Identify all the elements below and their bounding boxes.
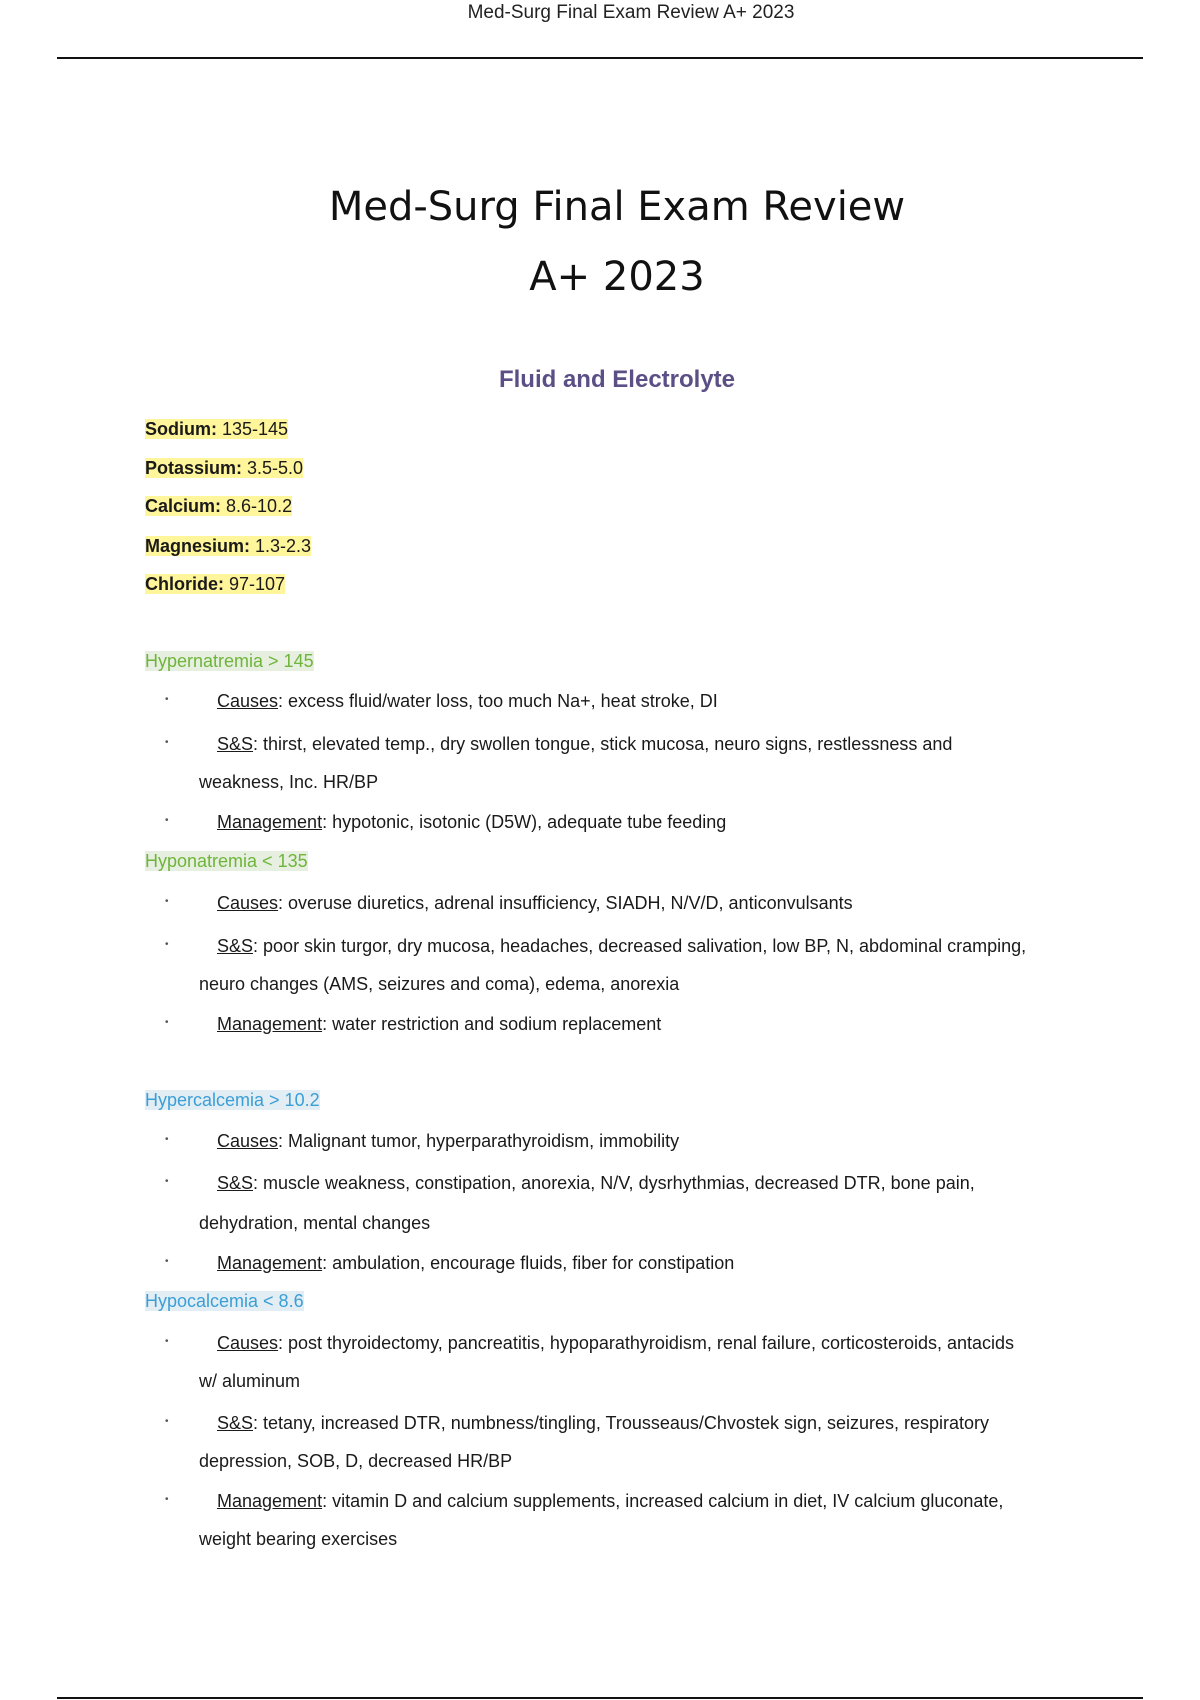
bullet-dot: •: [165, 815, 169, 826]
condition-heading-hypocalcemia: Hypocalcemia < 8.6: [145, 1291, 304, 1311]
list-item-causes: Causes: excess fluid/water loss, too much Na+, heat stroke, DI: [217, 691, 718, 711]
bullet-dot: •: [165, 1416, 169, 1427]
title-line-2: A+ 2023: [529, 254, 705, 300]
bullet-dot: •: [165, 694, 169, 705]
range-potassium: [145, 457, 303, 479]
range-value: 8.6-10.2: [221, 496, 293, 516]
range-name: Magnesium:: [145, 536, 251, 556]
list-item-management: Management: hypotonic, isotonic (D5W), adequate tube feeding: [217, 812, 727, 832]
list-item-management: Management: water restriction and sodium replacement: [217, 1014, 662, 1034]
range-value: 135-145: [217, 419, 289, 439]
section-title: Fluid and Electrolyte: [498, 366, 736, 393]
list-item-ss: S&S: muscle weakness, constipation, anorexia, N/V, dysrhythmias, decreased DTR, bone pain,: [217, 1173, 975, 1193]
list-item-management: Management: vitamin D and calcium supplements, increased calcium in diet, IV calcium gluconate,: [217, 1491, 1004, 1511]
running-header: Med-Surg Final Exam Review A+ 2023: [467, 2, 795, 23]
range-name: Potassium:: [145, 458, 243, 478]
bullet-dot: •: [165, 939, 169, 950]
list-item-management: Management: ambulation, encourage fluids, fiber for constipation: [217, 1253, 735, 1273]
condition-heading-hypernatremia: Hypernatremia > 145: [145, 651, 314, 671]
range-name: Sodium:: [145, 419, 217, 439]
bullet-dot: •: [165, 1017, 169, 1028]
list-item-continuation: weakness, Inc. HR/BP: [199, 772, 379, 792]
list-item-ss: S&S: poor skin turgor, dry mucosa, headaches, decreased salivation, low BP, N, abdominal cramping,: [217, 936, 1027, 956]
list-item-continuation: weight bearing exercises: [199, 1529, 398, 1549]
list-item-causes: Causes: Malignant tumor, hyperparathyroidism, immobility: [217, 1131, 680, 1151]
bullet-dot: •: [165, 1134, 169, 1145]
list-item-continuation: depression, SOB, D, decreased HR/BP: [199, 1451, 513, 1471]
bullet-dot: •: [165, 1256, 169, 1267]
list-item-ss: S&S: thirst, elevated temp., dry swollen tongue, stick mucosa, neuro signs, restlessness and: [217, 734, 953, 754]
range-name: Chloride:: [145, 574, 224, 594]
bullet-dot: •: [165, 1176, 169, 1187]
list-item-causes: Causes: post thyroidectomy, pancreatitis, hypoparathyroidism, renal failure, corticosteroids, antacids: [217, 1333, 1015, 1353]
list-item-continuation: dehydration, mental changes: [199, 1213, 431, 1233]
bullet-dot: •: [165, 896, 169, 907]
range-value: 3.5-5.0: [242, 458, 304, 478]
bullet-dot: •: [165, 1494, 169, 1505]
condition-heading-hyponatremia: Hyponatremia < 135: [145, 851, 308, 871]
range-name: Calcium:: [145, 496, 222, 516]
range-calcium: [145, 495, 292, 517]
list-item-ss: S&S: tetany, increased DTR, numbness/tingling, Trousseaus/Chvostek sign, seizures, respiratory: [217, 1413, 990, 1433]
footer-rule: [57, 1697, 1143, 1699]
list-item-continuation: w/ aluminum: [199, 1371, 301, 1391]
document-title: [0, 172, 1200, 312]
bullet-dot: •: [165, 737, 169, 748]
header-rule: [57, 57, 1143, 59]
list-item-continuation: neuro changes (AMS, seizures and coma), edema, anorexia: [199, 974, 680, 994]
range-magnesium: [145, 535, 311, 557]
range-value: 97-107: [224, 574, 286, 594]
range-chloride: [145, 573, 285, 595]
list-item-causes: Causes: overuse diuretics, adrenal insufficiency, SIADH, N/V/D, anticonvulsants: [217, 893, 853, 913]
condition-heading-hypercalcemia: Hypercalcemia > 10.2: [145, 1090, 320, 1110]
title-line-1: Med-Surg Final Exam Review: [328, 184, 906, 230]
bullet-dot: •: [165, 1336, 169, 1347]
range-sodium: [145, 418, 288, 440]
range-value: 1.3-2.3: [250, 536, 312, 556]
